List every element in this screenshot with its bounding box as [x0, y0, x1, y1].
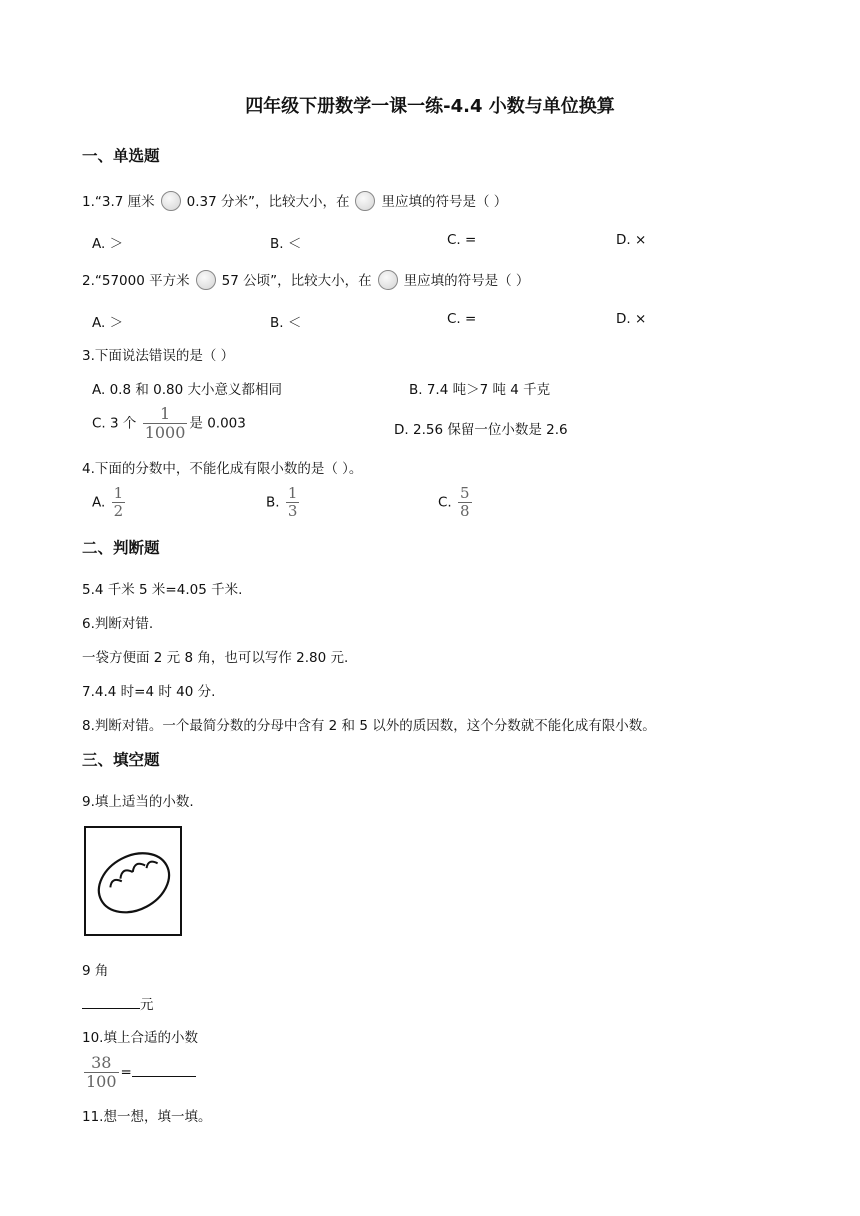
q3-c-prefix: C. 3 个 — [92, 415, 137, 432]
q10-equation — [82, 1055, 196, 1090]
fraction-denominator: 8 — [460, 502, 470, 520]
fraction-numerator: 5 — [460, 484, 470, 502]
section-heading-true-false: 二、判断题 — [82, 539, 160, 557]
q9-answer-row — [82, 993, 154, 1013]
section-heading-fill-blank: 三、填空题 — [82, 751, 160, 769]
question-6-statement: 一袋方便面 2 元 8 角，也可以写作 2.80 元. — [82, 650, 349, 666]
question-7: 7.4.4 时=4 时 40 分. — [82, 684, 216, 700]
fraction-denominator: 100 — [86, 1072, 117, 1091]
q3-option-d[interactable]: D. 2.56 保留一位小数是 2.6 — [394, 422, 568, 438]
q2-option-a[interactable]: A. ＞ — [92, 315, 124, 331]
q3-option-c[interactable] — [92, 406, 246, 441]
fraction-numerator: 1 — [287, 484, 298, 502]
q1-text-part3: 里应填的符号是（ ） — [381, 194, 508, 210]
q4-a-label: A. — [92, 494, 106, 511]
question-8: 8.判断对错。一个最简分数的分母中含有 2 和 5 以外的质因数，这个分数就不能化成有限小数。 — [82, 718, 656, 734]
q1-text-part2: 0.37 分米”，比较大小，在 — [186, 194, 350, 210]
compare-circle-icon — [355, 191, 375, 211]
bread-image — [84, 826, 182, 936]
compare-circle-icon — [161, 191, 181, 211]
bread-price-label: 9 角 — [82, 963, 109, 979]
q2-text-part2: 57 公顷”，比较大小，在 — [221, 273, 372, 289]
q1-option-b[interactable]: B. ＜ — [270, 236, 302, 252]
page-title: 四年级下册数学一课一练-4.4 小数与单位换算 — [245, 96, 615, 117]
q2-option-d[interactable]: D. × — [616, 311, 647, 327]
answer-blank[interactable] — [132, 1062, 196, 1077]
bread-icon — [86, 828, 180, 934]
fraction-numerator: 38 — [91, 1053, 112, 1072]
q9-unit: 元 — [140, 997, 154, 1013]
section-heading-single-choice: 一、单选题 — [82, 147, 160, 165]
answer-blank[interactable] — [82, 994, 140, 1009]
q4-option-a[interactable] — [92, 486, 127, 519]
question-10-stem: 10.填上合适的小数 — [82, 1030, 198, 1046]
question-9-stem: 9.填上适当的小数. — [82, 794, 194, 810]
q3-c-suffix: 是 0.003 — [189, 415, 246, 432]
q3-option-b[interactable]: B. 7.4 吨＞7 吨 4 千克 — [409, 382, 551, 398]
question-5: 5.4 千米 5 米=4.05 千米. — [82, 582, 243, 598]
q4-c-label: C. — [438, 494, 452, 511]
fraction-5-over-8 — [458, 486, 472, 519]
question-4-stem: 4.下面的分数中，不能化成有限小数的是（ ）。 — [82, 461, 363, 477]
compare-circle-icon — [378, 270, 398, 290]
fraction-denominator: 1000 — [144, 423, 186, 442]
fraction-38-over-100 — [84, 1055, 119, 1090]
fraction-numerator: 1 — [113, 484, 124, 502]
q4-option-b[interactable] — [266, 486, 301, 519]
question-6-stem: 6.判断对错. — [82, 616, 154, 632]
question-1-stem — [82, 190, 507, 212]
q2-option-b[interactable]: B. ＜ — [270, 315, 302, 331]
q2-text-part3: 里应填的符号是（ ） — [403, 273, 530, 289]
question-11: 11.想一想，填一填。 — [82, 1109, 212, 1125]
fraction-1-over-3 — [286, 486, 300, 519]
q2-option-c[interactable]: C. = — [447, 311, 477, 327]
equals-sign: = — [120, 1064, 132, 1081]
question-2-stem — [82, 269, 529, 291]
q2-text-part1: 2.“57000 平方米 — [82, 273, 190, 289]
q1-text-part1: 1.“3.7 厘米 — [82, 194, 155, 210]
q4-b-label: B. — [266, 494, 280, 511]
q4-option-c[interactable] — [438, 486, 474, 519]
question-3-stem: 3.下面说法错误的是（ ） — [82, 348, 235, 364]
fraction-numerator: 1 — [159, 404, 171, 423]
q1-option-c[interactable]: C. = — [447, 232, 477, 248]
fraction-denominator: 3 — [287, 502, 298, 520]
q3-option-a[interactable]: A. 0.8 和 0.80 大小意义都相同 — [92, 382, 282, 398]
fraction-1-over-1000 — [143, 406, 188, 441]
fraction-denominator: 2 — [113, 502, 124, 520]
compare-circle-icon — [196, 270, 216, 290]
q1-option-d[interactable]: D. × — [616, 232, 647, 248]
q1-option-a[interactable]: A. ＞ — [92, 236, 124, 252]
fraction-1-over-2 — [112, 486, 126, 519]
